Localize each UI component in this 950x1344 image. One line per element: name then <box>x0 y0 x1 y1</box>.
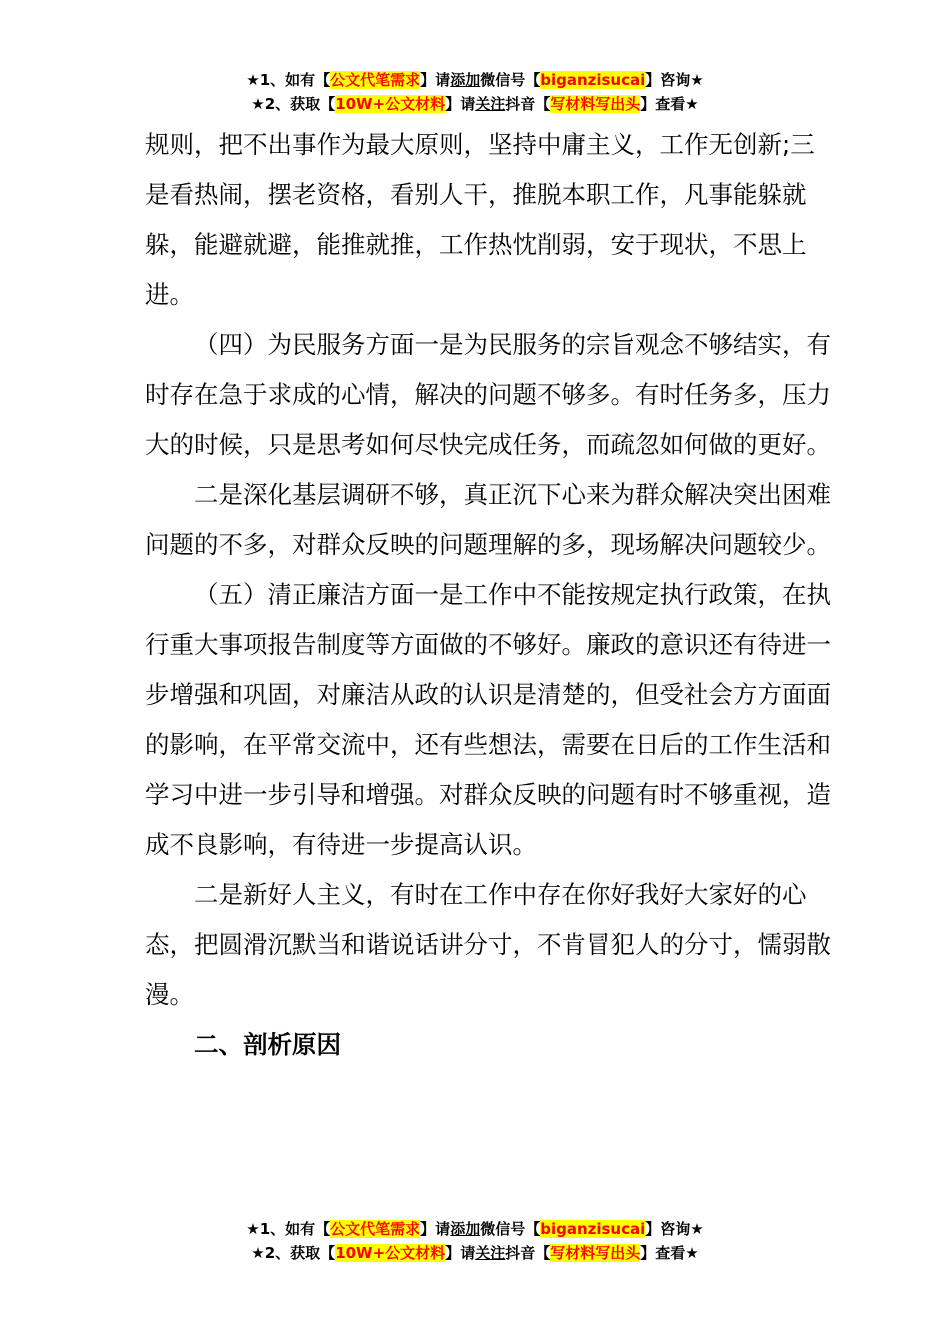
footer-banner <box>0 1217 950 1265</box>
paragraph: 二是深化基层调研不够，真正沉下心来为群众解决突出困难问题的不多，对群众反映的问题理解的多，现场解决问题较少。 <box>145 480 831 559</box>
highlight-tag: 10W+公文材料 <box>335 95 446 113</box>
banner-text: 微信号【 <box>480 71 541 89</box>
highlight-tag: 写材料写出头 <box>550 1244 641 1262</box>
header-banner <box>0 68 950 116</box>
document-body <box>145 120 835 1070</box>
highlight-tag: biganzisucai <box>540 71 646 89</box>
highlight-tag: 写材料写出头 <box>550 95 641 113</box>
banner-text: 关注 <box>475 95 506 113</box>
banner-text: ★2、获取【 <box>251 1244 336 1262</box>
paragraph: 二是新好人主义，有时在工作中存在你好我好大家好的心态，把圆滑沉默当和谐说话讲分寸，不肯冒犯人的分寸，懦弱散漫。 <box>145 880 831 1009</box>
banner-text: 】请 <box>420 1220 451 1238</box>
banner-text: 】请 <box>445 1244 476 1262</box>
banner-text: 微信号【 <box>480 1220 541 1238</box>
banner-text: 】查看★ <box>640 1244 699 1262</box>
highlight-tag: biganzisucai <box>540 1220 646 1238</box>
banner-text: 关注 <box>475 1244 506 1262</box>
banner-text: 】咨询★ <box>645 71 704 89</box>
paragraph: 规则，把不出事作为最大原则，坚持中庸主义，工作无创新;三是看热闹，摆老资格，看别人干，推脱本职工作，凡事能躲就躲，能避就避，能推就推，工作热忱削弱，安于现状，不思上进。 <box>145 130 815 309</box>
banner-text: 添加 <box>450 1220 481 1238</box>
banner-text: 添加 <box>450 71 481 89</box>
banner-text: ★2、获取【 <box>251 95 336 113</box>
banner-text: 】请 <box>420 71 451 89</box>
banner-text: ★1、如有【 <box>246 1220 331 1238</box>
highlight-tag: 10W+公文材料 <box>335 1244 446 1262</box>
highlight-tag: 公文代笔需求 <box>330 71 421 89</box>
banner-text: 】咨询★ <box>645 1220 704 1238</box>
highlight-tag: 公文代笔需求 <box>330 1220 421 1238</box>
section-heading: 二、剖析原因 <box>194 1030 341 1059</box>
banner-line-1 <box>0 68 950 92</box>
banner-line-2 <box>0 92 950 116</box>
banner-line-1 <box>0 1217 950 1241</box>
banner-text: 抖音【 <box>505 95 551 113</box>
banner-text: 】请 <box>445 95 476 113</box>
paragraph: （五）清正廉洁方面一是工作中不能按规定执行政策，在执行重大事项报告制度等方面做的不够好。廉政的意识还有待进一步增强和巩固，对廉洁从政的认识是清楚的，但受社会方方面面的影响，在平常交流中，还有些想法，需要在日后的工作生活和学习中进一步引导和增强。对群众反映的问题有时不够重视，造成不良影响，有待进一步提高认识。 <box>145 580 831 859</box>
banner-text: ★1、如有【 <box>246 71 331 89</box>
paragraph: （四）为民服务方面一是为民服务的宗旨观念不够结实，有时存在急于求成的心情，解决的问题不够多。有时任务多，压力大的时候，只是思考如何尽快完成任务，而疏忽如何做的更好。 <box>145 330 831 459</box>
banner-text: 抖音【 <box>505 1244 551 1262</box>
banner-line-2 <box>0 1241 950 1265</box>
banner-text: 】查看★ <box>640 95 699 113</box>
